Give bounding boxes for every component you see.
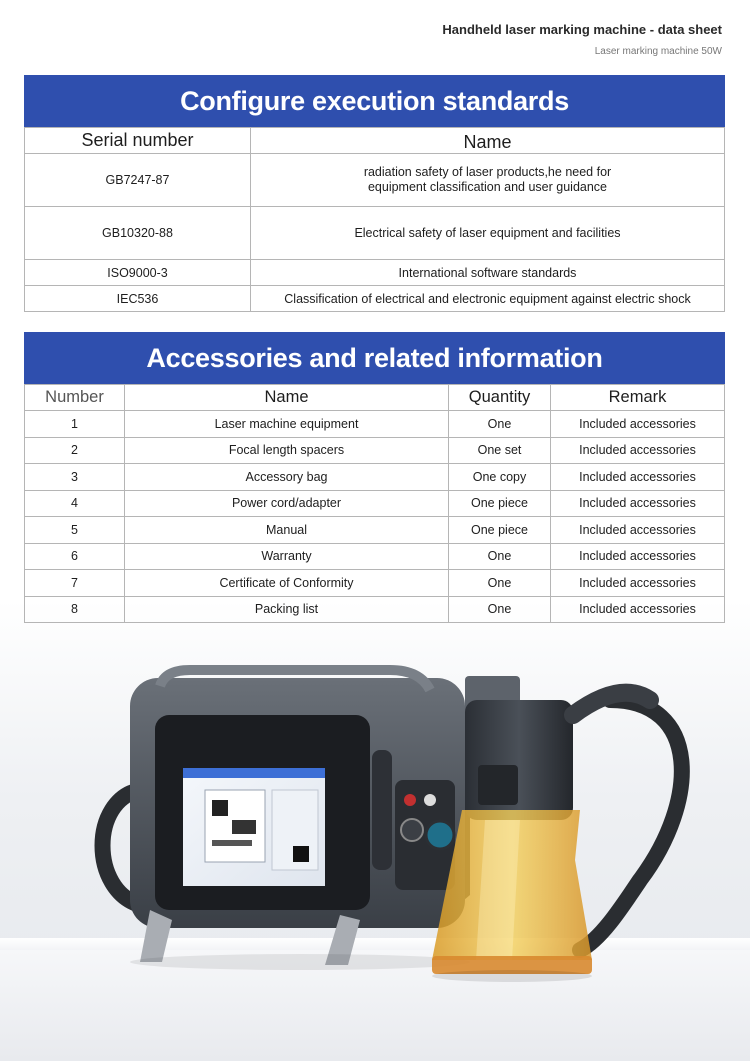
column-header: Quantity: [449, 385, 551, 411]
standard-name-cell: Electrical safety of laser equipment and facilities: [251, 207, 725, 260]
item-name-cell: Focal length spacers: [125, 437, 449, 464]
table-row: [25, 543, 725, 570]
number-cell: 7: [25, 570, 125, 597]
standard-name-cell: radiation safety of laser products,he need for equipment classification and user guidance: [251, 154, 725, 207]
fiber-port-icon: [426, 821, 454, 849]
standards-table: [24, 127, 725, 312]
number-cell: 3: [25, 464, 125, 491]
table-row: [25, 490, 725, 517]
table-row: [25, 517, 725, 544]
column-header: Name: [125, 385, 449, 411]
column-header: Serial number: [25, 128, 251, 154]
table-row: [25, 570, 725, 597]
product-photo: [0, 640, 750, 1061]
remark-cell: Included accessories: [551, 517, 725, 544]
remark-cell: Included accessories: [551, 570, 725, 597]
machine-shadow: [130, 954, 470, 970]
serial-number-cell: IEC536: [25, 286, 251, 312]
remark-cell: Included accessories: [551, 411, 725, 438]
standard-name-cell: International software standards: [251, 260, 725, 286]
table-row: [25, 260, 725, 286]
quantity-cell: One: [449, 596, 551, 623]
number-cell: 4: [25, 490, 125, 517]
accessories-section: [24, 332, 725, 623]
serial-number-cell: GB7247-87: [25, 154, 251, 207]
document-subtitle: Laser marking machine 50W: [594, 46, 722, 57]
remark-cell: Included accessories: [551, 490, 725, 517]
quantity-cell: One set: [449, 437, 551, 464]
qr-code-preview: [212, 800, 228, 816]
table-row: [25, 596, 725, 623]
table-row: [25, 411, 725, 438]
item-name-cell: Certificate of Conformity: [125, 570, 449, 597]
head-side-panel: [478, 765, 518, 805]
serial-number-cell: ISO9000-3: [25, 260, 251, 286]
table-row: [25, 154, 725, 207]
accessories-table: [24, 384, 725, 623]
remark-cell: Included accessories: [551, 596, 725, 623]
power-button-icon: [424, 794, 436, 806]
screen-toolbar: [183, 768, 325, 778]
number-cell: 2: [25, 437, 125, 464]
quantity-cell: One piece: [449, 490, 551, 517]
item-name-cell: Warranty: [125, 543, 449, 570]
quantity-cell: One copy: [449, 464, 551, 491]
quantity-cell: One piece: [449, 517, 551, 544]
barcode-preview: [212, 840, 252, 846]
column-header: Number: [25, 385, 125, 411]
item-name-cell: Laser machine equipment: [125, 411, 449, 438]
number-cell: 5: [25, 517, 125, 544]
logo-preview: [232, 820, 256, 834]
number-cell: 8: [25, 596, 125, 623]
remark-cell: Included accessories: [551, 464, 725, 491]
screen-swatch: [293, 846, 309, 862]
quantity-cell: One: [449, 570, 551, 597]
emergency-stop-icon: [404, 794, 416, 806]
cable-right: [580, 700, 682, 950]
number-cell: 6: [25, 543, 125, 570]
accessories-banner: Accessories and related information: [24, 332, 725, 384]
table-header-row: [25, 128, 725, 154]
connector-port-icon: [401, 819, 423, 841]
table-row: [25, 286, 725, 312]
column-header: Name: [251, 128, 725, 154]
remark-cell: Included accessories: [551, 437, 725, 464]
item-name-cell: Manual: [125, 517, 449, 544]
serial-number-cell: GB10320-88: [25, 207, 251, 260]
table-header-row: [25, 385, 725, 411]
item-name-cell: Accessory bag: [125, 464, 449, 491]
document-title: Handheld laser marking machine - data sheet: [442, 22, 722, 37]
table-row: [25, 464, 725, 491]
standards-banner: Configure execution standards: [24, 75, 725, 127]
item-name-cell: Power cord/adapter: [125, 490, 449, 517]
table-row: [25, 207, 725, 260]
side-grip: [372, 750, 392, 870]
laser-marking-machine-photo: [0, 640, 750, 1061]
column-header: Remark: [551, 385, 725, 411]
table-row: [25, 437, 725, 464]
item-name-cell: Packing list: [125, 596, 449, 623]
head-shadow: [432, 970, 592, 982]
number-cell: 1: [25, 411, 125, 438]
quantity-cell: One: [449, 411, 551, 438]
quantity-cell: One: [449, 543, 551, 570]
remark-cell: Included accessories: [551, 543, 725, 570]
standard-name-cell: Classification of electrical and electronic equipment against electric shock: [251, 286, 725, 312]
standards-section: [24, 75, 725, 312]
